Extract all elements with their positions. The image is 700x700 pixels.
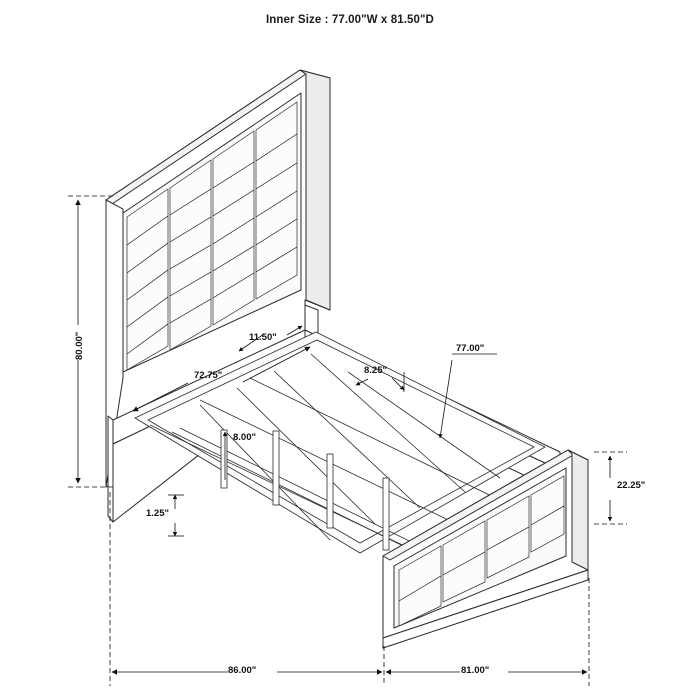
dimension-label-slat-spacing: 8.00"	[233, 432, 256, 443]
dimension-label-footboard-height: 22.25"	[617, 480, 646, 491]
dimension-label-inner-width-slat: 72.75"	[194, 370, 223, 381]
dimension-label-overall-length: 86.00"	[228, 665, 257, 676]
dimension-label-headboard-depth: 11.50"	[249, 332, 277, 343]
dimension-label-overall-width: 81.00"	[461, 665, 490, 676]
dimension-label-floor-clearance: 1.25"	[146, 508, 169, 519]
dimension-label-rail-height: 8.25"	[364, 365, 387, 376]
dimension-label-overall-height: 80.00"	[74, 331, 85, 360]
dimension-floor-clearance	[168, 495, 184, 536]
dimension-label-inner-width-callout: 77.00"	[456, 343, 485, 354]
page-title: Inner Size : 77.00"W x 81.50"D	[266, 14, 434, 26]
